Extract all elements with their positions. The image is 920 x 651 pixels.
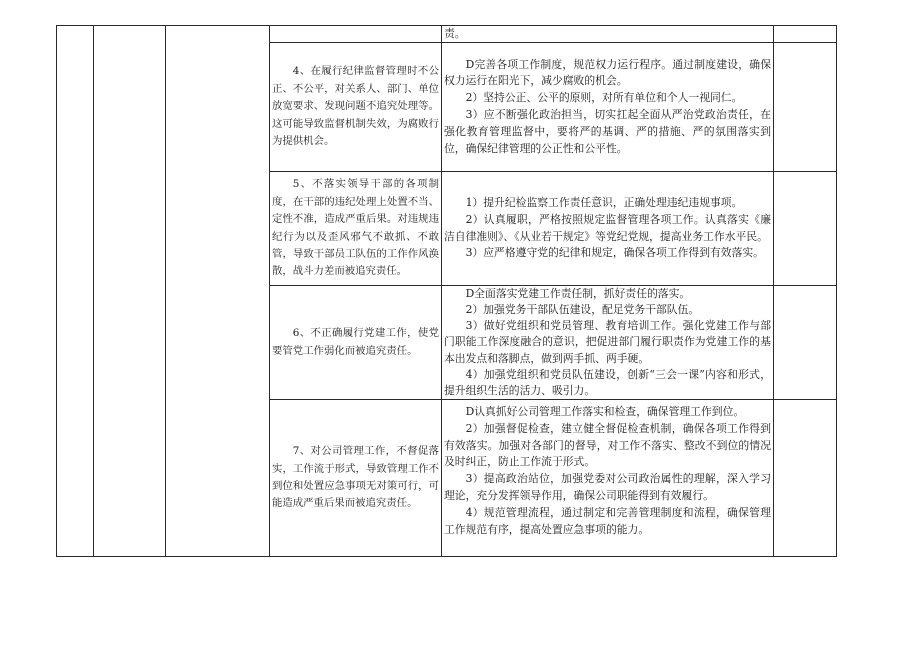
- measure-paragraph: D认真抓好公司管理工作落实和检查，确保管理工作到位。: [465, 405, 745, 418]
- measure-paragraph: 4）加强党组织和党员队伍建设，创新“三会一课”内容和形式，提升组织生活的活力、吸引力。: [444, 367, 771, 398]
- measure-paragraph: 2）加强党务干部队伍建设，配足党务干部队伍。: [465, 303, 700, 316]
- risk-cell-row-0: [269, 25, 442, 43]
- measures-cell-row-4: [441, 399, 774, 557]
- measure-paragraph: 责。: [444, 26, 466, 40]
- measures-cell-row-2: [441, 171, 774, 286]
- measure-paragraph: 3）应严格遵守党的纪律和规定，确保各项工作得到有效落实。: [465, 246, 764, 260]
- remark-cell-row-3: [773, 285, 837, 400]
- measures-cell-row-1: [441, 42, 774, 172]
- risk-text: 5、不落实领导干部的各项制度，在干部的违纪处理上处置不当、定性不准，造成严重后果。对违规违纪行为以及歪风邪气不敢抓、不敢管，导致干部员工队伍的工作作风涣散，战斗力差而被追究责任。: [272, 178, 439, 278]
- risk-cell-row-4: [269, 399, 442, 557]
- measure-paragraph: 2）认真履职，严格按照规定监督管理各项工作。认真落实《廉洁自律准则》、《从业若干规定》等党纪党规，提高业务工作水平民。: [444, 212, 771, 243]
- merged-column-1: [56, 25, 94, 557]
- measures-cell-row-3: [441, 285, 774, 400]
- remark-cell-row-2: [773, 171, 837, 286]
- risk-cell-row-3: [269, 285, 442, 400]
- merged-column-3: [165, 25, 270, 557]
- risk-cell-row-2: [269, 171, 442, 286]
- measure-paragraph: D全面落实党建工作责任制，抓好责任的落实。: [465, 286, 691, 300]
- risk-text: 4、在履行纪律监督管理时不公正、不公平，对关系人、部门、单位放宽要求、发现问题不追究处理等。这可能导致监督机制失效，为腐败行为提供机会。: [272, 65, 439, 148]
- remark-cell-row-1: [773, 42, 837, 172]
- merged-column-2: [93, 25, 166, 557]
- measure-paragraph: 2）加强督促检查，建立健全督促检查机制，确保各项工作得到有效落实。加强对各部门的督导，对工作不落实、整改不到位的情况及时纠正，防止工作流于形式。: [444, 421, 771, 469]
- measure-paragraph: D完善各项工作制度，规范权力运行程序。通过制度建设，确保权力运行在阳光下，减少腐败的机会。: [444, 57, 771, 88]
- measure-paragraph: 2）坚持公正、公平的原则，对所有单位和个人一视同仁。: [465, 91, 743, 105]
- measure-paragraph: 3）提高政治站位，加强党委对公司政治属性的理解，深入学习理论，充分发挥领导作用，确保公司职能得到有效履行。: [444, 472, 771, 502]
- measure-paragraph: 4）规范管理流程，通过制定和完善管理制度和流程，确保管理工作规范有序，提高处置应急事项的能力。: [444, 505, 771, 536]
- measure-paragraph: 1）提升纪检监察工作责任意识，正确处理违纪违规事项。: [465, 195, 743, 209]
- measure-paragraph: 3）做好党组织和党员管理、教育培训工作。强化党建工作与部门职能工作深度融合的意识，把促进部门履行职责作为党建工作的基本出发点和落脚点，做到两手抓、两手硬。: [444, 319, 771, 365]
- remark-cell-row-4: [773, 399, 837, 557]
- risk-cell-row-1: [269, 42, 442, 172]
- measure-paragraph: 3）应不断强化政治担当，切实扛起全面从严治党政治责任，在强化教育管理监督中，要将严的基调、严的措施、严的氛围落实到位，确保纪律管理的公正性和公平性。: [444, 108, 771, 155]
- measures-cell-row-0: [441, 25, 774, 43]
- remark-cell-row-0: [773, 25, 837, 43]
- risk-text: 7、对公司管理工作，不督促落实，工作流于形式，导致管理工作不到位和处置应急事项无对策可行，可能造成严重后果而被追究责任。: [272, 445, 439, 510]
- risk-text: 6、不正确履行党建工作，使党要管党工作弱化而被追究责任。: [272, 327, 439, 357]
